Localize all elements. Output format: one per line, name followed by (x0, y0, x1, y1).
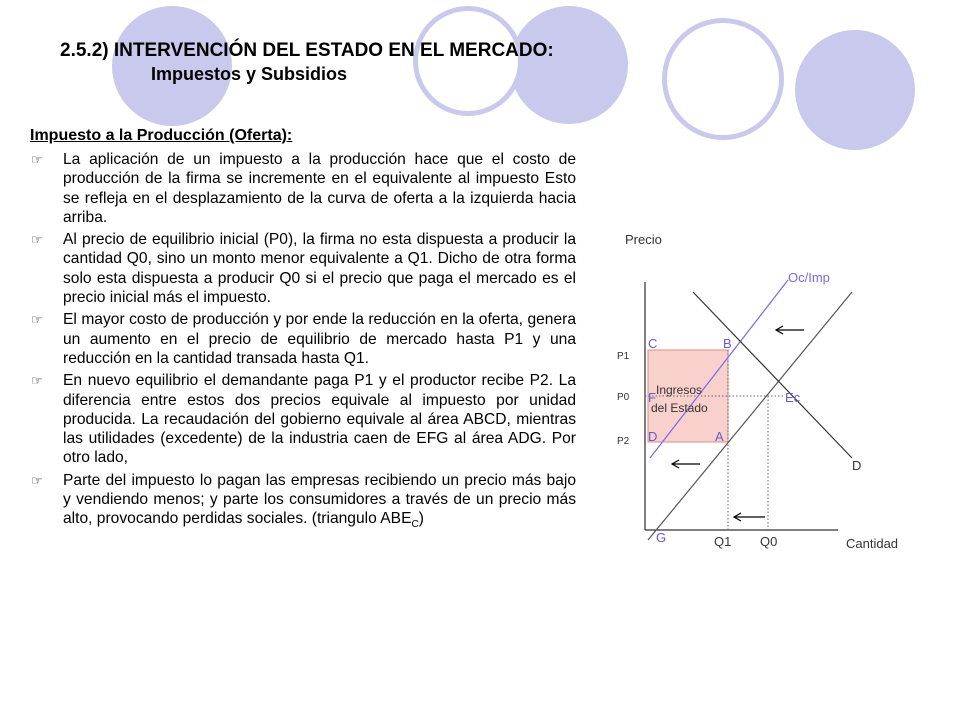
point-a-label: A (715, 429, 724, 444)
list-item (30, 371, 576, 467)
point-b-label: B (723, 336, 732, 351)
point-c-label: C (648, 336, 658, 351)
q1-label: Q1 (714, 534, 732, 549)
bullet-list (30, 150, 576, 538)
equilibrium-label: Ec (785, 390, 801, 405)
pointing-hand-icon: ☞ (31, 232, 43, 248)
list-item (30, 230, 576, 307)
y-axis-label: Precio (625, 232, 662, 247)
pointing-hand-icon: ☞ (31, 152, 43, 167)
point-f-label: F (648, 390, 656, 405)
tax-diagram (600, 220, 930, 560)
decor-circle-3 (795, 30, 915, 150)
x-axis-label: Cantidad (846, 536, 899, 551)
tax-supply-label: Oc/Imp (788, 270, 830, 285)
title-line-2: Impuestos y Subsidios (151, 64, 348, 84)
p1-label: P1 (617, 351, 630, 362)
pointing-hand-icon: ☞ (31, 373, 43, 389)
bullet-text: La aplicación de un impuesto a la producción hace que el costo de producción de la firma se incremente en el equivalente al impuesto Esto se refleja en el desplazamiento de la curva de oferta a la izquierda hacia arriba. (63, 151, 576, 226)
point-d-label: D (648, 429, 658, 444)
page-title (60, 40, 554, 85)
list-item (30, 471, 576, 535)
demand-label: D (852, 458, 862, 473)
pointing-hand-icon: ☞ (31, 472, 43, 488)
q0-label: Q0 (760, 534, 778, 549)
decor-ring-2 (662, 18, 784, 140)
pointing-hand-icon: ☞ (31, 312, 43, 328)
bullet-text: Al precio de equilibrio inicial (P0), la firma no esta dispuesta a producir la cantidad Q0, sino un monto menor equivalente a Q1. Dicho de otra forma solo esta dispuesta a producir Q0 si el precio que paga el mercado es el precio inicial más el impuesto. (63, 231, 576, 307)
list-item (30, 310, 576, 368)
area-label-line-1: Ingresos (656, 383, 703, 397)
section-heading: Impuesto a la Producción (Oferta): (30, 127, 293, 144)
bullet-tail: ) (418, 510, 424, 528)
area-label-line-2: del Estado (651, 401, 708, 415)
bullet-text: El mayor costo de producción y por ende la reducción en la oferta, genera un aumento en el precio de equilibrio de mercado hasta P1 y una reducción en la cantidad transada hasta Q1. (63, 311, 576, 367)
list-item (30, 150, 576, 227)
bullet-text: Parte del impuesto lo pagan las empresas recibiendo un precio más bajo y vendiendo menos; y parte los consumidores a través de un precio más alto, provocando perdidas sociales. (triangulo ABE (63, 471, 576, 528)
title-line-1: 2.5.2) INTERVENCIÓN DEL ESTADO EN EL MERCADO: (60, 40, 554, 61)
point-g-label: G (656, 530, 667, 545)
bullet-subscript: C (411, 519, 419, 531)
p0-label: P0 (617, 392, 630, 403)
bullet-text: En nuevo equilibrio el demandante paga P1 y el productor recibe P2. La diferencia entre estos dos precios equivale al impuesto por unidad producida. La recaudación del gobierno equivale al área ABCD, mientras las utilidades (excedente) de la industria caen de EFG al área ADG. Por otro lado, (63, 372, 576, 467)
p2-label: P2 (617, 436, 630, 447)
